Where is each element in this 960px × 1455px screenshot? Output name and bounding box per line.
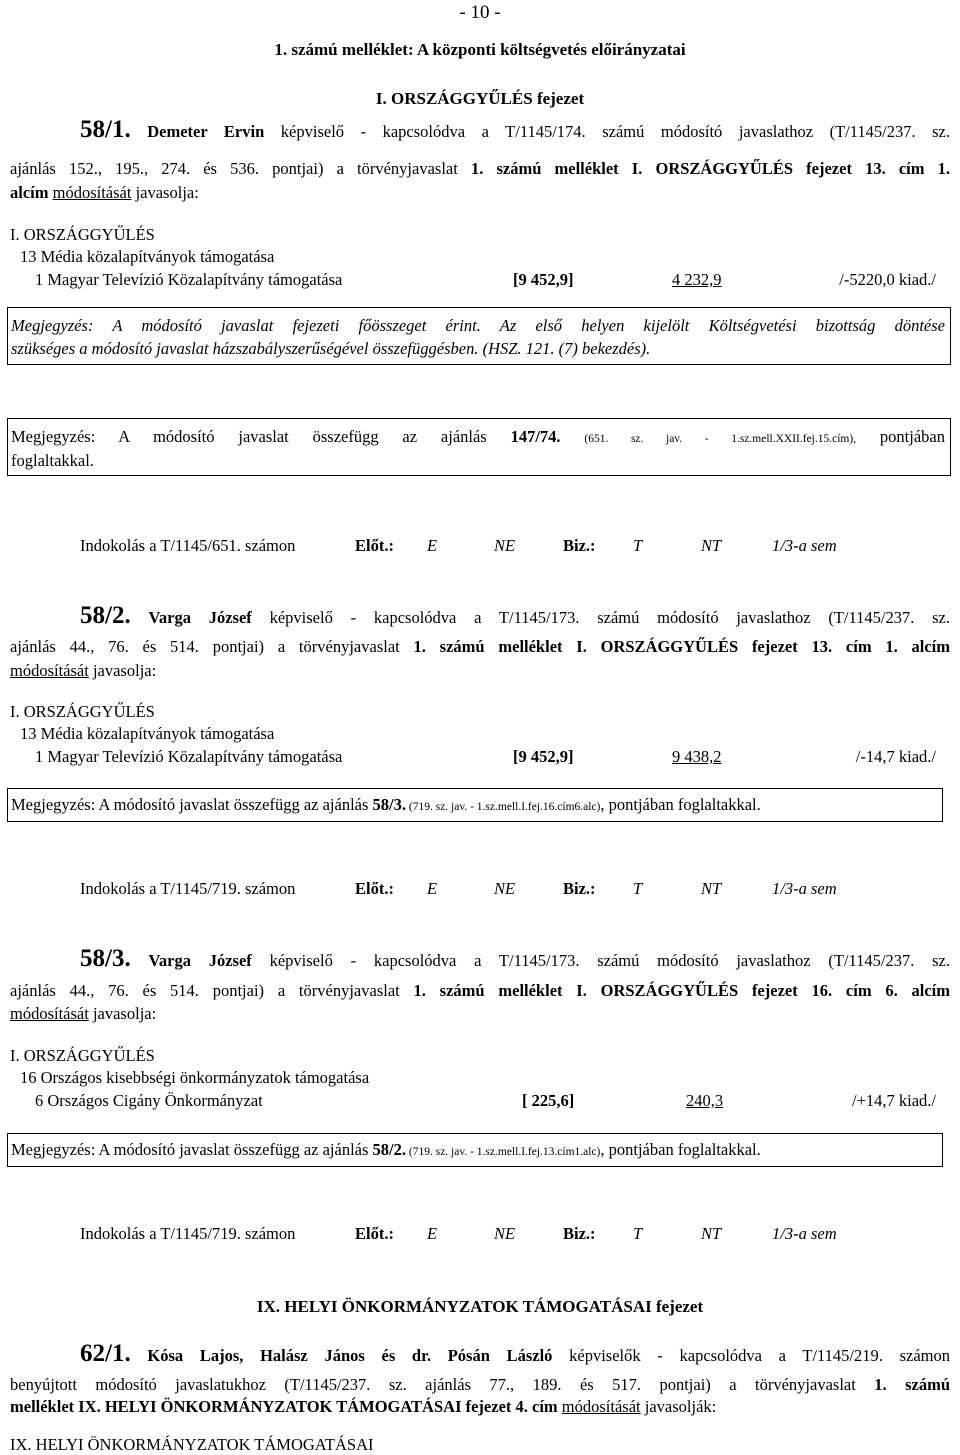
budget-chapter: IX. HELYI ÖNKORMÁNYZATOK TÁMOGATÁSAI: [10, 1435, 374, 1454]
justification-elot: Előt.:: [355, 879, 394, 898]
note-box: [7, 788, 943, 822]
proposal-author: Varga József: [148, 608, 252, 627]
proposal-text: javasolja:: [88, 661, 157, 680]
proposal-text: ajánlás 152., 195., 274. és 536. pontjai) a törvényjavaslat: [10, 159, 471, 178]
note-text: Megjegyzés: A módosító javaslat összefügg az ajánlás: [11, 795, 373, 814]
note-text: Megjegyzés: A módosító javaslat összefügg az ajánlás: [11, 1140, 373, 1159]
note-box: [7, 307, 951, 365]
budget-chapter: I. ORSZÁGGYŰLÉS: [10, 702, 155, 721]
proposal-58-3-line1: [80, 945, 950, 973]
proposal-58-1-line1: [80, 116, 950, 144]
justification-biz: Biz.:: [563, 879, 596, 898]
vote-third: 1/3-a sem: [772, 1224, 837, 1243]
proposal-target: 1. számú melléklet I. ORSZÁGGYŰLÉS fejezet 16. cím 6. alcím: [413, 981, 950, 1000]
proposal-58-2-line2: [10, 637, 950, 657]
budget-old-value: [9 452,9]: [513, 270, 574, 289]
vote-t: T: [633, 879, 643, 898]
proposal-action: módosítását: [561, 1397, 641, 1416]
note-reference: 58/2.: [372, 1140, 407, 1159]
note-reference: 147/74.: [510, 427, 561, 446]
proposal-author: Kósa Lajos, Halász János és dr. Pósán László: [147, 1346, 553, 1365]
note-box: [7, 1133, 943, 1167]
budget-title: 13 Média közalapítványok támogatása: [20, 724, 275, 743]
proposal-number: 62/1.: [80, 1340, 131, 1367]
vote-nt: NT: [701, 1224, 722, 1243]
note-text: , pontjában foglaltakkal.: [600, 1140, 761, 1159]
justification-biz: Biz.:: [563, 1224, 596, 1243]
vote-t: T: [633, 1224, 643, 1243]
proposal-author: Varga József: [148, 951, 252, 970]
vote-third: 1/3-a sem: [772, 536, 837, 555]
justification-biz: Biz.:: [563, 536, 596, 555]
proposal-text: képviselő - kapcsolódva a T/1145/173. számú módosító javaslathoz (T/1145/237. sz.: [251, 951, 950, 970]
proposal-action: módosítását: [10, 1004, 89, 1023]
proposal-action: módosítását: [52, 183, 132, 202]
budget-difference: /-14,7 kiad./: [855, 747, 936, 766]
vote-ne: NE: [494, 536, 516, 555]
note-reference-detail: (719. sz. jav. - 1.sz.mell.I.fej.13.cím1.alc): [406, 1146, 601, 1158]
vote-ne: NE: [494, 1224, 516, 1243]
note-reference: 58/3.: [372, 795, 407, 814]
proposal-58-2-line3: [10, 661, 156, 681]
budget-title: 13 Média közalapítványok támogatása: [20, 247, 275, 266]
proposal-58-1-line3: [10, 183, 199, 203]
chapter-title: I. ORSZÁGGYŰLÉS fejezet: [375, 89, 585, 108]
budget-row: [10, 747, 936, 769]
proposal-62-1-line2: [10, 1375, 950, 1395]
justification-elot: Előt.:: [355, 536, 394, 555]
justification-line: [10, 879, 936, 901]
budget-item-name: 6 Országos Cigány Önkormányzat: [35, 1091, 263, 1110]
budget-difference: /+14,7 kiad./: [851, 1091, 936, 1110]
proposal-target: 1. számú melléklet I. ORSZÁGGYŰLÉS fejezet 13. cím 1. alcím: [413, 637, 950, 656]
proposal-action: módosítását: [10, 661, 89, 680]
proposal-text: képviselő - kapcsolódva a T/1145/173. számú módosító javaslathoz (T/1145/237. sz.: [251, 608, 950, 627]
vote-e: E: [427, 536, 438, 555]
budget-old-value: [9 452,9]: [513, 747, 574, 766]
justification-ref: Indokolás a T/1145/719. számon: [80, 1224, 296, 1243]
vote-t: T: [633, 536, 643, 555]
proposal-58-2-line1: [80, 602, 950, 630]
note-text: szükséges a módosító javaslat házszabályszerűségével összefüggésben. (HSZ. 121. (7) bekezdés).: [11, 339, 651, 358]
justification-elot: Előt.:: [355, 1224, 394, 1243]
vote-e: E: [427, 879, 438, 898]
budget-difference: /-5220,0 kiad./: [839, 270, 936, 289]
proposal-text: javasolja:: [88, 1004, 157, 1023]
vote-nt: NT: [701, 536, 722, 555]
note-text: foglaltakkal.: [11, 451, 94, 470]
proposal-58-3-line2: [10, 981, 950, 1001]
justification-line: [10, 1224, 936, 1246]
proposal-target: 1. számú: [874, 1375, 951, 1394]
proposal-text: benyújtott módosító javaslatukhoz (T/1145/237. sz. ajánlás 77., 189. és 517. pontjai) a törvényjavaslat: [10, 1375, 875, 1394]
annex-title: 1. számú melléklet: A központi költségvetés előirányzatai: [274, 40, 686, 59]
budget-new-value: 240,3: [686, 1091, 724, 1110]
proposal-number: 58/2.: [80, 602, 131, 629]
vote-e: E: [427, 1224, 438, 1243]
note-box: [7, 418, 951, 476]
budget-new-value: 9 438,2: [672, 747, 722, 766]
proposal-text: javasolja:: [131, 183, 199, 202]
budget-item-name: 1 Magyar Televízió Közalapítvány támogatása: [35, 747, 343, 766]
proposal-62-1-line3: [10, 1397, 716, 1417]
vote-nt: NT: [701, 879, 722, 898]
proposal-target: melléklet IX. HELYI ÖNKORMÁNYZATOK TÁMOGATÁSAI fejezet 4. cím: [10, 1397, 558, 1416]
justification-ref: Indokolás a T/1145/651. számon: [80, 536, 296, 555]
proposal-author: Demeter Ervin: [147, 122, 265, 141]
budget-chapter: I. ORSZÁGGYŰLÉS: [10, 1046, 155, 1065]
proposal-58-1-line2: [10, 159, 950, 179]
note-text: , pontjában foglaltakkal.: [600, 795, 761, 814]
budget-old-value: [ 225,6]: [522, 1091, 575, 1110]
budget-row: [10, 270, 936, 292]
proposal-target: alcím: [10, 183, 49, 202]
proposal-target: 1. számú melléklet I. ORSZÁGGYŰLÉS fejezet 13. cím 1.: [470, 159, 950, 178]
justification-line: [10, 536, 936, 558]
proposal-text: ajánlás 44., 76. és 514. pontjai) a törvényjavaslat: [10, 981, 414, 1000]
proposal-58-3-line3: [10, 1004, 156, 1024]
proposal-text: képviselő - kapcsolódva a T/1145/174. számú módosító javaslathoz (T/1145/237. sz.: [264, 122, 950, 141]
chapter-title-ix: IX. HELYI ÖNKORMÁNYZATOK TÁMOGATÁSAI fejezet: [256, 1297, 704, 1316]
vote-ne: NE: [494, 879, 516, 898]
budget-title: 16 Országos kisebbségi önkormányzatok támogatása: [20, 1068, 370, 1087]
note-text: Megjegyzés: A módosító javaslat összefügg az ajánlás: [11, 427, 511, 446]
note-text: pontjában: [856, 427, 945, 446]
vote-third: 1/3-a sem: [772, 879, 837, 898]
proposal-number: 58/3.: [80, 945, 131, 972]
budget-chapter: I. ORSZÁGGYŰLÉS: [10, 225, 155, 244]
note-text: Megjegyzés: A módosító javaslat fejezeti főösszeget érint. Az első helyen kijelölt Költségvetési bizottság döntése: [11, 316, 945, 335]
note-reference-detail: (719. sz. jav. - 1.sz.mell.I.fej.16.cím6.alc): [406, 801, 601, 813]
proposal-text: képviselők - kapcsolódva a T/1145/219. számon: [552, 1346, 950, 1365]
note-reference-detail: (651. sz. jav. - 1.sz.mell.XXII.fej.15.cím),: [584, 433, 857, 445]
budget-row: [10, 1091, 936, 1113]
proposal-text: ajánlás 44., 76. és 514. pontjai) a törvényjavaslat: [10, 637, 414, 656]
justification-ref: Indokolás a T/1145/719. számon: [80, 879, 296, 898]
proposal-number: 58/1.: [80, 116, 131, 143]
proposal-62-1-line1: [80, 1340, 950, 1368]
budget-item-name: 1 Magyar Televízió Közalapítvány támogatása: [35, 270, 343, 289]
proposal-text: javasolják:: [640, 1397, 717, 1416]
page-number: - 10 -: [459, 2, 501, 23]
budget-new-value: 4 232,9: [672, 270, 722, 289]
